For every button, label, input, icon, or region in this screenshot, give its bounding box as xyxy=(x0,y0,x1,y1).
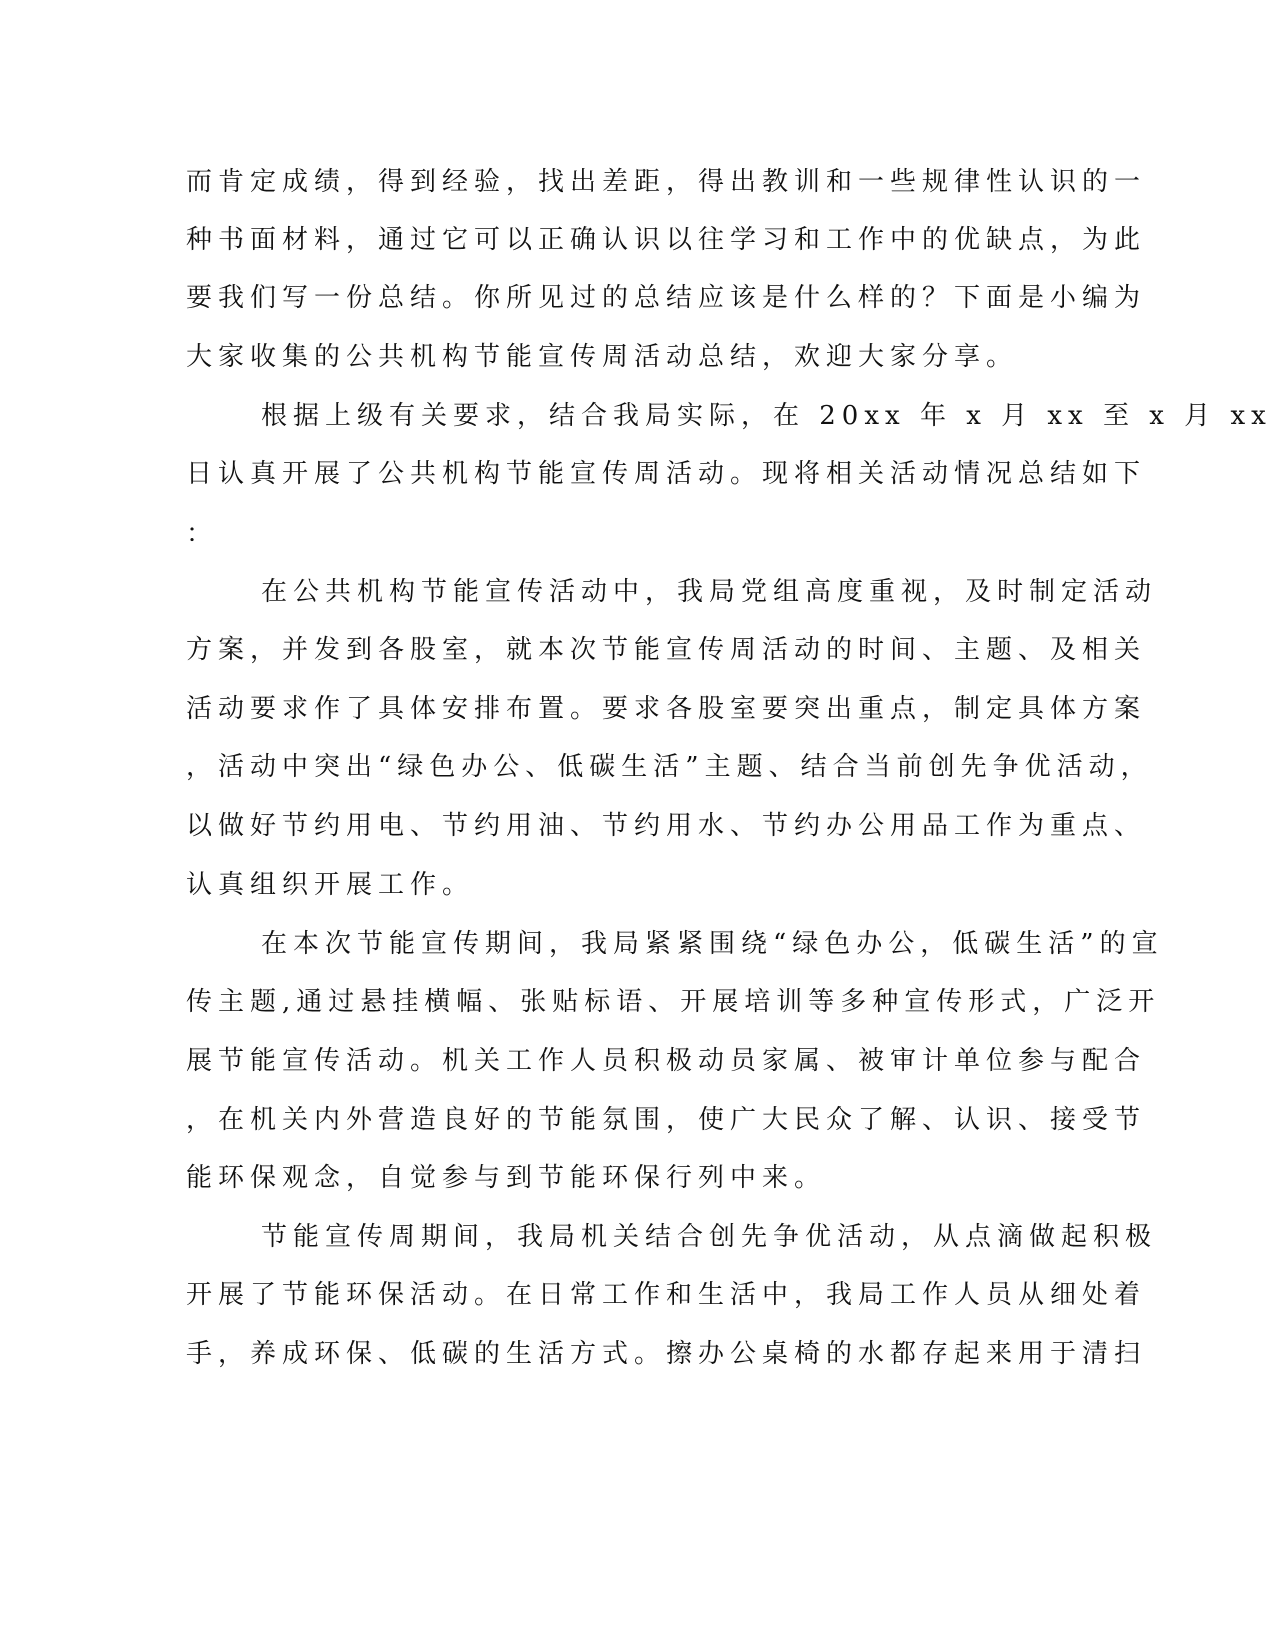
paragraph-line: 种书面材料，通过它可以正确认识以往学习和工作中的优缺点，为此 xyxy=(186,225,1147,255)
paragraph-line: 而肯定成绩，得到经验，找出差距，得出教训和一些规律性认识的一 xyxy=(186,167,1147,197)
paragraph-line: 展节能宣传活动。机关工作人员积极动员家属、被审计单位参与配合 xyxy=(186,1046,1147,1076)
paragraph-line: 节能宣传周期间，我局机关结合创先争优活动，从点滴做起积极 xyxy=(261,1222,1158,1252)
paragraph-line: 以做好节约用电、节约用油、节约用水、节约办公用品工作为重点、 xyxy=(186,811,1147,841)
paragraph-line: 活动要求作了具体安排布置。要求各股室要突出重点，制定具体方案 xyxy=(186,694,1147,724)
paragraph-line: 方案，并发到各股室，就本次节能宣传周活动的时间、主题、及相关 xyxy=(186,635,1147,665)
paragraph-line: 开展了节能环保活动。在日常工作和生活中，我局工作人员从细处着 xyxy=(186,1280,1147,1310)
paragraph-line: 手，养成环保、低碳的生活方式。擦办公桌椅的水都存起来用于清扫 xyxy=(186,1339,1147,1369)
paragraph-line: 认真组织开展工作。 xyxy=(186,870,475,900)
paragraph-line: 大家收集的公共机构节能宣传周活动总结，欢迎大家分享。 xyxy=(186,342,1019,372)
paragraph-line: 在本次节能宣传期间，我局紧紧围绕“绿色办公，低碳生活”的宣 xyxy=(261,929,1164,959)
paragraph-line: 要我们写一份总结。你所见过的总结应该是什么样的？下面是小编为 xyxy=(186,283,1147,313)
paragraph-line: 在公共机构节能宣传活动中，我局党组高度重视，及时制定活动 xyxy=(261,577,1158,607)
paragraph-line: 日认真开展了公共机构节能宣传周活动。现将相关活动情况总结如下 xyxy=(186,459,1147,489)
paragraph-line: 能环保观念，自觉参与到节能环保行列中来。 xyxy=(186,1163,827,1193)
paragraph-line: 传主题,通过悬挂横幅、张贴标语、开展培训等多种宣传形式，广泛开 xyxy=(186,987,1161,1017)
paragraph-line: ，活动中突出“绿色办公、低碳生活”主题、结合当前创先争优活动， xyxy=(186,752,1153,782)
paragraph-line: ，在机关内外营造良好的节能氛围，使广大民众了解、认识、接受节 xyxy=(186,1105,1147,1135)
paragraph-line: 根据上级有关要求，结合我局实际，在 20xx 年 x 月 xx 至 x 月 xx xyxy=(261,401,1272,431)
paragraph-line: ： xyxy=(186,519,219,549)
